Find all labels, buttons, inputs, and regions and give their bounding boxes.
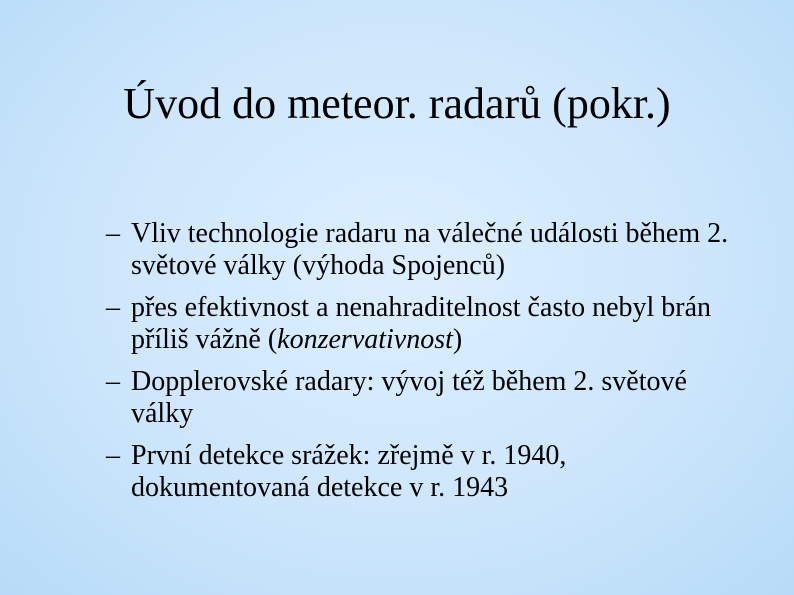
bullet-text: Dopplerovské radary: vývoj též během 2. světové války (131, 366, 687, 429)
slide-title: Úvod do meteor. radarů (pokr.) (123, 79, 671, 128)
bullet-text-part: přes efektivnost a nenahraditelnost často nebyl brán příliš vážně ( (131, 292, 712, 355)
bullet-dash: – (106, 440, 120, 471)
bullet-item (106, 440, 746, 504)
bullet-text-emphasis: konzervativnost (277, 324, 453, 355)
bullet-text-part: ) (452, 324, 463, 355)
bullet-text (131, 292, 711, 355)
bullet-text: První detekce srážek: zřejmě v r. 1940, dokumentovaná detekce v r. 1943 (131, 440, 567, 503)
bullet-dash: – (106, 218, 120, 249)
bullet-item (106, 292, 746, 356)
bullet-item (106, 218, 746, 282)
bullet-dash: – (106, 292, 120, 323)
bullet-text: Vliv technologie radaru na válečné události během 2. světové války (výhoda Spojenců) (131, 218, 729, 281)
bullet-item (106, 366, 746, 430)
bullet-list (106, 218, 746, 514)
bullet-dash: – (106, 366, 120, 397)
